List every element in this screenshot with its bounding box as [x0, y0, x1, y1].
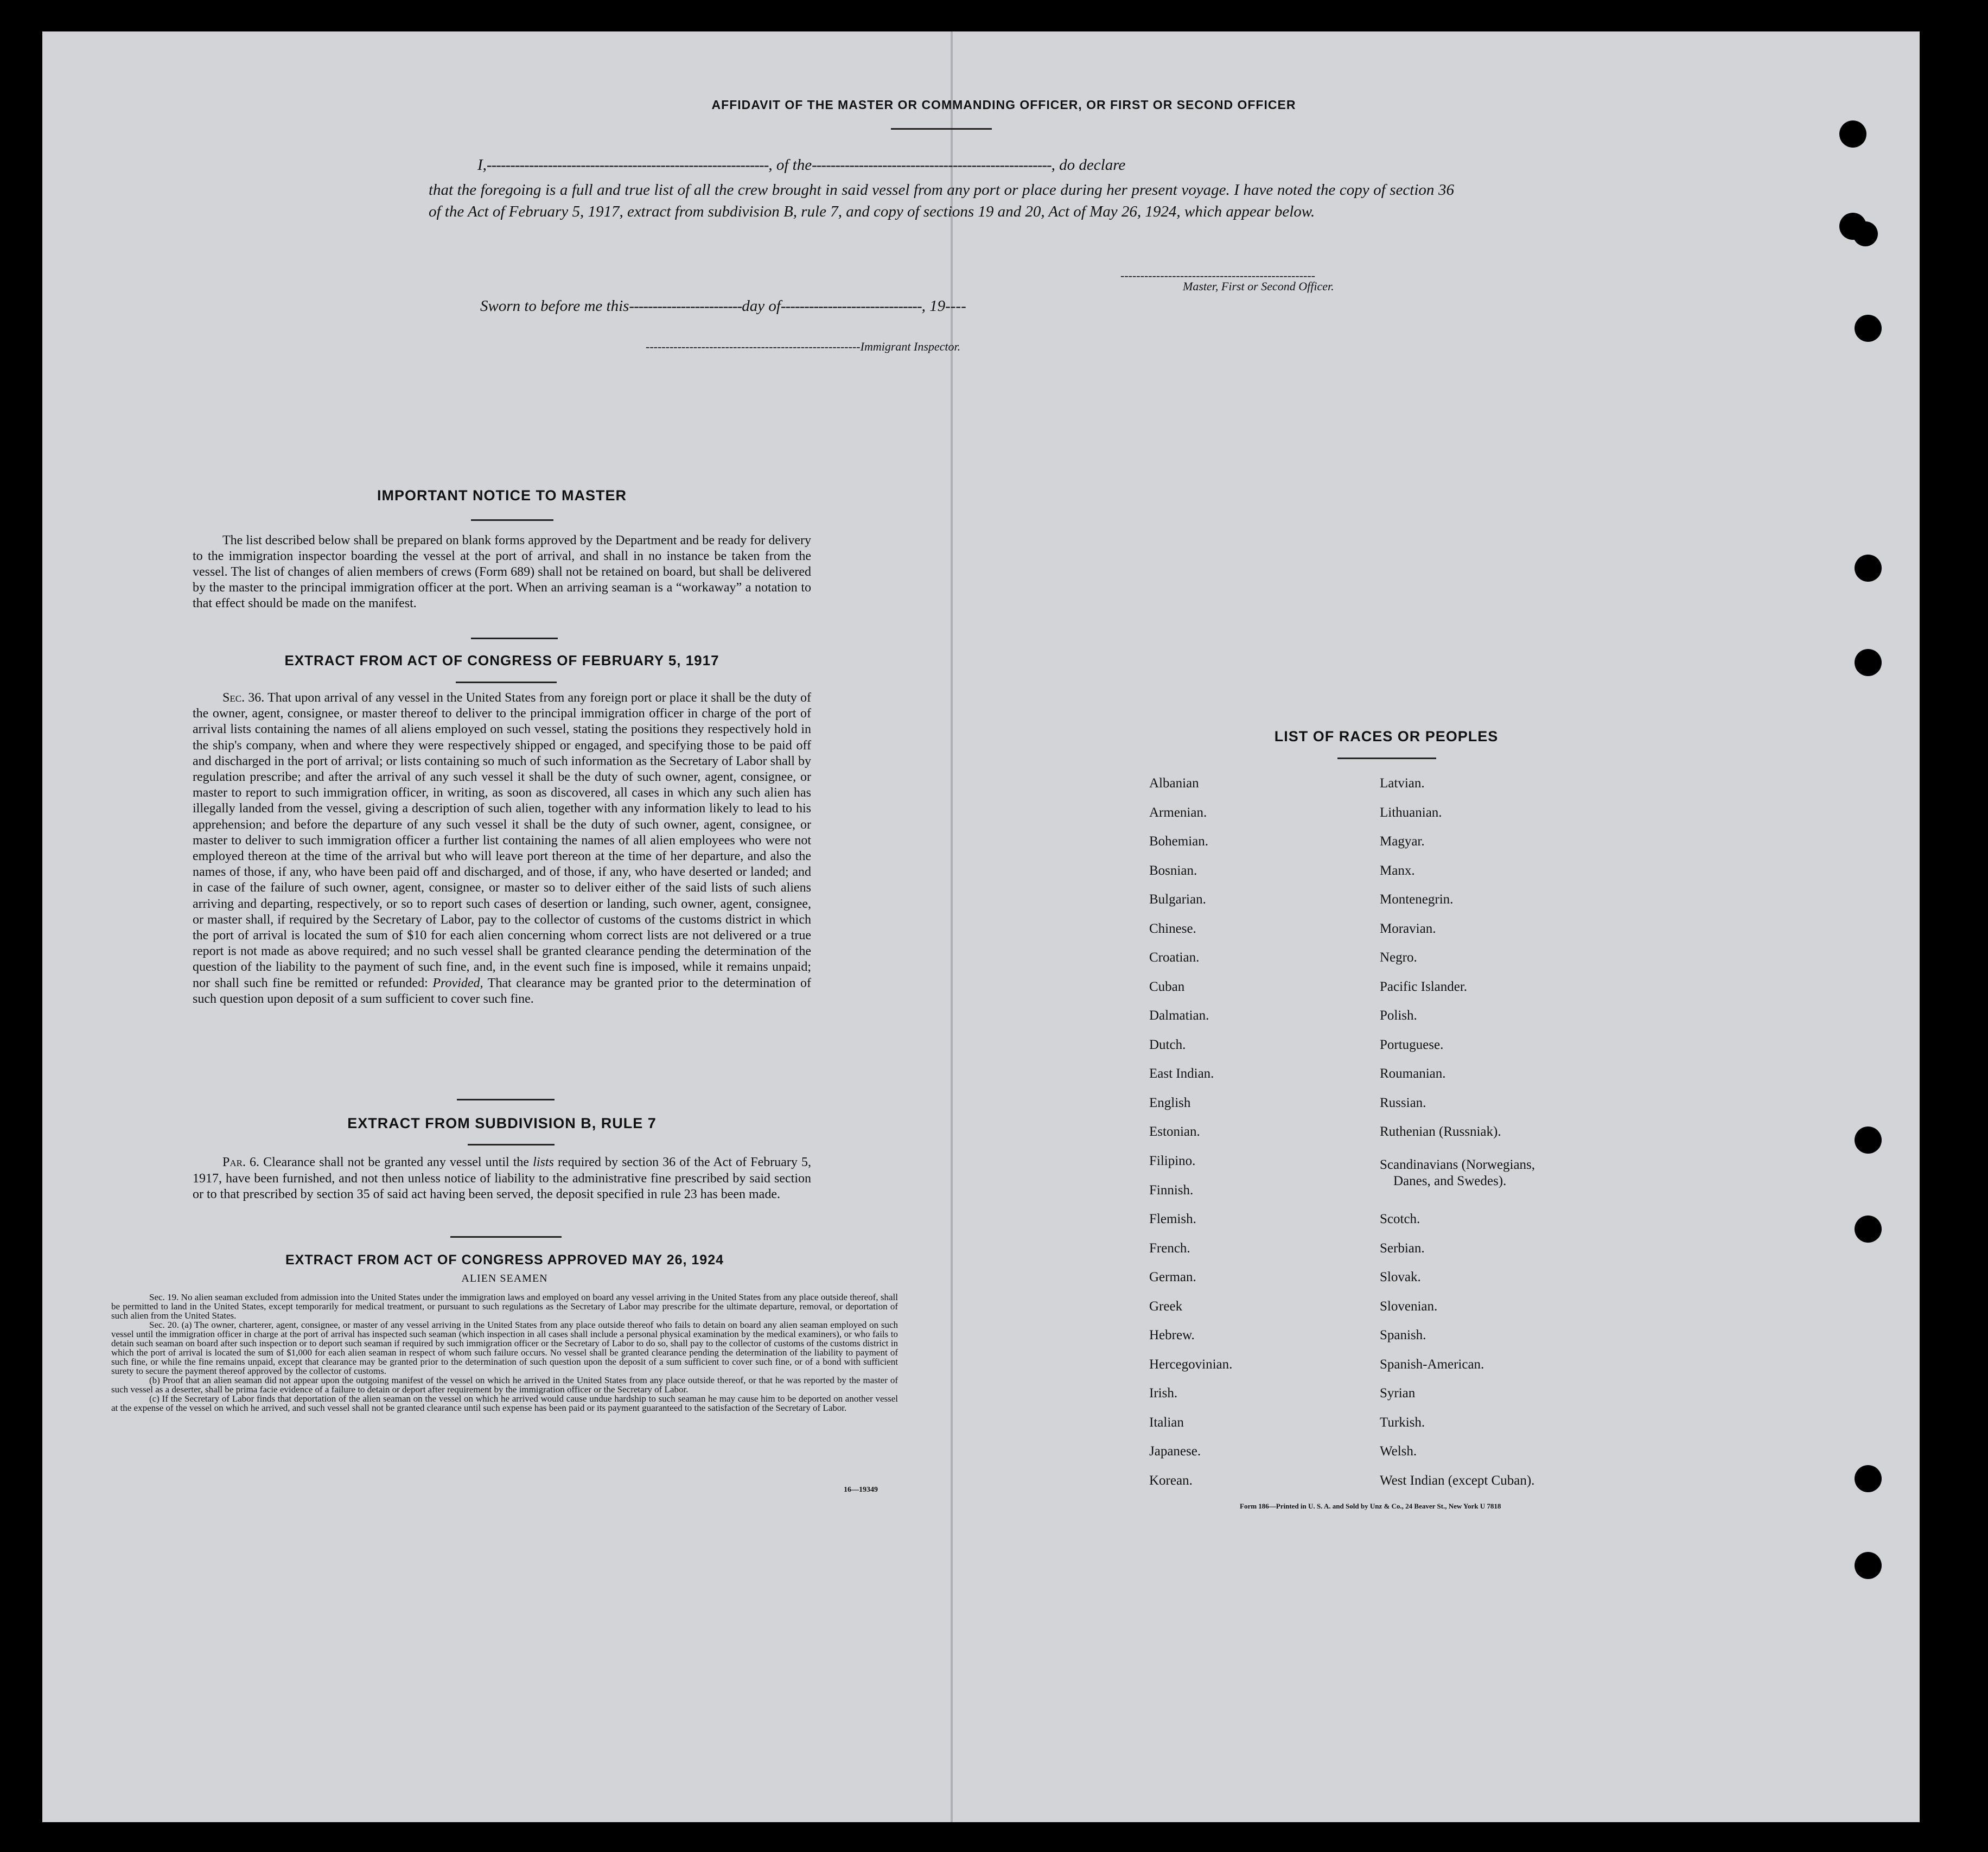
- punch-hole-icon: [1839, 120, 1866, 148]
- race-left-item: Greek: [1149, 1299, 1183, 1314]
- day-of-label: day of: [742, 297, 781, 315]
- punch-hole-icon: [1855, 1127, 1882, 1154]
- sec-20b-text: (b) Proof that an alien seaman did not appear upon the outgoing manifest of the vessel on which he arrived in the United States from any place outside thereof, or that he was reported by the master of such vessel as a deserter, shall be prima facie evidence of a failure to detain or deport after requirement by the immigration officer or the Secretary of Labor.: [111, 1375, 898, 1395]
- race-left-item: East Indian.: [1149, 1066, 1214, 1081]
- race-right-item: Pacific Islander.: [1380, 979, 1468, 994]
- extract-1917-body: [193, 690, 811, 1007]
- race-left-item: Estonian.: [1149, 1124, 1200, 1139]
- race-left-item: Filipino.: [1149, 1154, 1196, 1168]
- sworn-day-blank[interactable]: ------------------------: [629, 297, 742, 315]
- sec-36-label: Sec. 36.: [222, 691, 265, 705]
- punch-hole-icon: [1855, 315, 1882, 342]
- extract-rule7-title: EXTRACT FROM SUBDIVISION B, RULE 7: [347, 1115, 657, 1131]
- race-right-item: Polish.: [1380, 1008, 1417, 1023]
- vessel-blank[interactable]: ---------------------------------------------------: [812, 156, 1052, 174]
- signature-caption: Master, First or Second Officer.: [1183, 279, 1334, 293]
- extract-1924-subtitle: ALIEN SEAMEN: [461, 1272, 548, 1284]
- race-left-item: Cuban: [1149, 979, 1185, 994]
- scan-border-top: [0, 0, 1988, 31]
- scan-border-bottom: [0, 1822, 1988, 1852]
- notice-end-divider: [471, 638, 558, 639]
- races-divider: [1337, 758, 1436, 759]
- race-right-item: West Indian (except Cuban).: [1380, 1473, 1535, 1488]
- extract-1917-divider: [456, 682, 557, 683]
- race-left-item: Korean.: [1149, 1473, 1193, 1488]
- race-left-item: Bohemian.: [1149, 834, 1209, 849]
- punch-hole-icon: [1855, 1465, 1882, 1492]
- punch-hole-icon: [1855, 555, 1882, 582]
- race-right-item: Danes, and Swedes).: [1393, 1174, 1507, 1188]
- provided-word: Provided,: [432, 976, 483, 990]
- declarant-blank[interactable]: ------------------------------------------------------------: [486, 156, 769, 174]
- race-right-item: Negro.: [1380, 950, 1417, 965]
- inspector-blank[interactable]: ------------------------------------------------------: [646, 340, 861, 353]
- scan-border-left: [0, 0, 42, 1852]
- declarant-label: I,: [477, 156, 487, 174]
- race-right-item: Syrian: [1380, 1386, 1416, 1401]
- affidavit-declaration-line: [429, 156, 1454, 174]
- punch-hole-icon: [1855, 1552, 1882, 1579]
- signature-blank[interactable]: -------------------------------------------------: [1120, 269, 1315, 282]
- year-label: , 19: [921, 297, 946, 315]
- race-right-item: Magyar.: [1380, 834, 1425, 849]
- race-left-item: Japanese.: [1149, 1444, 1201, 1459]
- inspector-line: [646, 340, 960, 354]
- sworn-month-blank[interactable]: ------------------------------: [780, 297, 922, 315]
- punch-hole-icon: [1853, 221, 1878, 246]
- extract-rule7-body: [193, 1155, 811, 1203]
- punch-hole-icon: [1855, 649, 1882, 676]
- race-right-item: Roumanian.: [1380, 1066, 1446, 1081]
- par-6-text-end: required by section 36 of the Act of February 5, 1917, have been furnished, and not then unless notice of liability to the administrative fine prescribed by said section or to that prescribed by section 35 of said act having been served, the deposit specified in rule 23 has been made.: [193, 1155, 811, 1201]
- printer-footer: Form 186—Printed in U. S. A. and Sold by Unz & Co., 24 Beaver St., New York U 7818: [1240, 1502, 1501, 1510]
- race-left-item: Dutch.: [1149, 1038, 1186, 1052]
- race-left-item: Finnish.: [1149, 1183, 1194, 1198]
- sec-36-text: That upon arrival of any vessel in the United States from any foreign port or place it shall be the duty of the owner, agent, consignee, or master thereof to deliver to the principal immigration officer in charge of the port of arrival lists containing the names of all aliens employed on such vessel, stating the positions they respectively hold in the ship's company, when and where they were respectively shipped or engaged, and specifying those to be paid off and discharged in the port of arrival; or lists containing so much of such information as the Secretary of Labor shall by regulation prescribe; and after the arrival of any such vessel it shall be the duty of such owner, agent, consignee, or master to report to such immigration officer, in writing, as soon as discovered, all cases in which any such alien has illegally landed from the vessel, giving a description of such alien, together with any information likely to lead to his apprehension; and before the departure of any such vessel it shall be the duty of such owner, agent, consignee, or master to deliver to such immigration officer a further list containing the names of all alien employees who were not employed thereon at the time of the arrival but who will leave port thereon at the time of her departure, and also the names of those, if any, who have been paid off and discharged, and of those, if any, who have deserted or landed; and in case of the failure of such owner, agent, consignee, or master so to deliver either of the said lists of such aliens arriving and departing, respectively, or so to report such cases of desertion or landing, such owner, agent, consignee, or master shall, if required by the Secretary of Labor, pay to the collector of customs of the customs district in which the port of arrival is located the sum of $10 for each alien concerning whom correct lists are not delivered or a true report is not made as above required; and no such vessel shall be granted clearance pending the determination of the question of the liability to the payment of such fine, and, in the event such fine is imposed, while it remains unpaid; nor shall such fine be remitted or refunded:: [193, 691, 811, 990]
- punch-hole-icon: [1855, 1215, 1882, 1243]
- affidavit-body: that the foregoing is a full and true list of all the crew brought in said vessel from any port or place during her present voyage. I have noted the copy of section 36 of the Act of February 5, 1917, extract from subdivision B, rule 7, and copy of sections 19 and 20, Act of May 26, 1924, which appear below.: [429, 181, 1454, 220]
- race-left-item: German.: [1149, 1270, 1196, 1284]
- race-left-item: Albanian: [1149, 776, 1199, 791]
- race-right-item: Scotch.: [1380, 1212, 1420, 1226]
- inspector-caption: Immigrant Inspector.: [860, 340, 961, 353]
- declare-text: , do declare: [1051, 156, 1126, 174]
- par-6-text: Clearance shall not be granted any vessel until the: [263, 1155, 530, 1169]
- race-right-item: Welsh.: [1380, 1444, 1417, 1459]
- race-left-item: Dalmatian.: [1149, 1008, 1209, 1023]
- race-right-item: Serbian.: [1380, 1241, 1425, 1256]
- extract-1917-end-divider: [457, 1099, 555, 1100]
- scan-border-right: [1920, 0, 1988, 1852]
- race-right-item: Russian.: [1380, 1096, 1426, 1110]
- race-left-item: Hebrew.: [1149, 1328, 1195, 1342]
- extract-1917-title: EXTRACT FROM ACT OF CONGRESS OF FEBRUARY 5, 1917: [284, 652, 719, 669]
- notice-divider: [471, 519, 553, 521]
- races-title: LIST OF RACES OR PEOPLES: [1274, 728, 1499, 744]
- race-right-item: Portuguese.: [1380, 1038, 1444, 1052]
- extract-1924-title: EXTRACT FROM ACT OF CONGRESS APPROVED MAY 26, 1924: [285, 1252, 724, 1268]
- form-number: 16—19349: [844, 1486, 878, 1494]
- race-right-item: Latvian.: [1380, 776, 1425, 791]
- extract-1924-body: [111, 1293, 898, 1412]
- race-right-item: Slovak.: [1380, 1270, 1421, 1284]
- race-left-item: English: [1149, 1096, 1191, 1110]
- sec-20c-text: (c) If the Secretary of Labor finds that deportation of the alien seaman on the vessel on which he arrived would cause undue hardship to such seaman he may cause him to be deported on another vessel at the expense of the vessel on which he arrived, and such vessel shall not be granted clearance until such expense has been paid or its payment guaranteed to the satisfaction of the Secretary of Labor.: [111, 1393, 898, 1413]
- race-left-item: Armenian.: [1149, 805, 1207, 820]
- rule7-divider: [468, 1144, 555, 1145]
- race-right-item: Lithuanian.: [1380, 805, 1442, 820]
- race-right-item: Spanish-American.: [1380, 1357, 1484, 1372]
- race-right-item: Turkish.: [1380, 1415, 1425, 1430]
- sec-19-text: Sec. 19. No alien seaman excluded from admission into the United States under the immigration laws and employed on board any vessel arriving in the United States from any place outside thereof, shall be permitted to land in the United States, except temporarily for medical treatment, or pursuant to such regulations as the Secretary of Labor may prescribe for the ultimate departure, removal, or deportation of such alien from the United States.: [111, 1292, 898, 1321]
- race-right-item: Moravian.: [1380, 921, 1436, 936]
- title-divider: [891, 128, 992, 130]
- race-left-item: Bulgarian.: [1149, 892, 1206, 907]
- race-left-item: Flemish.: [1149, 1212, 1196, 1226]
- year-blank[interactable]: ----: [945, 297, 966, 315]
- notice-title: IMPORTANT NOTICE TO MASTER: [377, 487, 627, 504]
- race-right-item: Manx.: [1380, 863, 1415, 878]
- sworn-line: [480, 297, 966, 315]
- sworn-label: Sworn to before me this: [480, 297, 629, 315]
- race-right-item: Scandinavians (Norwegians,: [1380, 1157, 1535, 1172]
- race-left-item: Hercegovinian.: [1149, 1357, 1233, 1372]
- sec-36-text-end: That clearance may be granted prior to the determination of such question upon deposit of a sum sufficient to cover such fine.: [193, 976, 811, 1006]
- race-left-item: Irish.: [1149, 1386, 1178, 1401]
- race-left-item: French.: [1149, 1241, 1190, 1256]
- lists-word: lists: [533, 1155, 554, 1169]
- race-left-item: Bosnian.: [1149, 863, 1197, 878]
- race-left-item: Croatian.: [1149, 950, 1200, 965]
- race-right-item: Ruthenian (Russniak).: [1380, 1124, 1501, 1139]
- race-left-item: Chinese.: [1149, 921, 1196, 936]
- sec-20a-text: Sec. 20. (a) The owner, charterer, agent, consignee, or master of any vessel arriving in the United States from any place outside thereof who fails to detain on board any alien seaman employed on such vessel until the immigration officer in charge at the port of arrival has inspected such seaman (which inspection in all cases shall include a personal physical examination by the medical examiners), or who fails to detain such seaman on board after such inspection or to deport such seaman if required by such immigration officer or the Secretary of Labor to do so, shall pay to the collector of customs of the customs district in which the port of arrival is located the sum of $1,000 for each alien seaman in respect of whom such failure occurs. No vessel shall be granted clearance pending the determination of the liability to payment of such fine, or while the fine remains unpaid, except that clearance may be granted prior to the determination of such question upon the deposit of a sum sufficient to cover such fine, or of a bond with sufficient surety to secure the payment thereof approved by the collector of customs.: [111, 1320, 898, 1376]
- race-left-item: Italian: [1149, 1415, 1184, 1430]
- rule7-end-divider: [450, 1236, 562, 1238]
- par-6-label: Par. 6.: [222, 1155, 260, 1169]
- race-right-item: Slovenian.: [1380, 1299, 1438, 1314]
- notice-body: The list described below shall be prepared on blank forms approved by the Department and be ready for delivery to the immigration inspector boarding the vessel at the port of arrival, and shall in no instance be taken from the vessel. The list of changes of alien members of crews (Form 689) shall not be retained on board, but shall be delivered by the master to the principal immigration officer at the port. When an arriving seaman is a “workaway” a notation to that effect should be made on the manifest.: [193, 533, 811, 610]
- race-right-item: Montenegrin.: [1380, 892, 1454, 907]
- race-right-item: Spanish.: [1380, 1328, 1426, 1342]
- affidavit-title: AFFIDAVIT OF THE MASTER OR COMMANDING OFFICER, OR FIRST OR SECOND OFFICER: [711, 98, 1296, 112]
- vessel-label: , of the: [768, 156, 812, 174]
